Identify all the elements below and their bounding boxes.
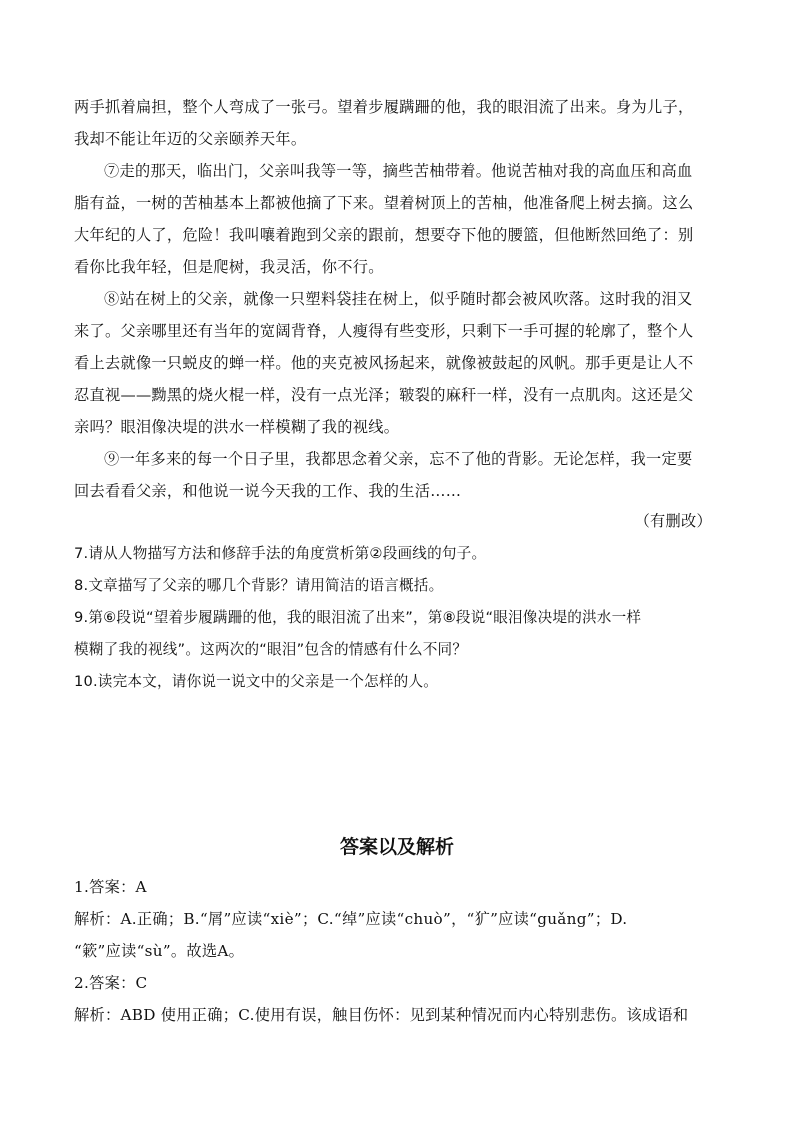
passage-line: ⑨一年多来的每一个日子里，我都思念着父亲，忘不了他的背影。无论怎样，我一定要 — [104, 450, 693, 468]
passage-line: ⑦走的那天，临出门，父亲叫我等一等，摘些苦柚带着。他说苦柚对我的高血压和高血 — [104, 162, 693, 180]
question-line: 10.读完本文，请你说一说文中的父亲是一个怎样的人。 — [74, 673, 439, 690]
passage-line: 看上去就像一只蜕皮的蝉一样。他的夹克被风扬起来，就像被鼓起的风帆。那手更是让人不 — [74, 354, 694, 372]
question-line: 8.文章描写了父亲的哪几个背影？请用简洁的语言概括。 — [74, 577, 444, 594]
passage-line: 来了。父亲哪里还有当年的宽阔背脊，人瘦得有些变形，只剩下一手可握的轮廓了，整个人 — [74, 322, 694, 340]
passage-line: 脂有益，一树的苦柚基本上都被他摘了下来。望着树顶上的苦柚，他准备爬上树去摘。这么 — [74, 194, 694, 212]
passage-line: 大年纪的人了，危险！我叫嚷着跑到父亲的跟前，想要夺下他的腰篮，但他断然回绝了：别 — [74, 226, 694, 244]
revision-note: （有删改） — [634, 512, 712, 530]
passage-line: 两手抓着扁担，整个人弯成了一张弓。望着步履蹒跚的他，我的眼泪流了出来。身为儿子， — [74, 98, 694, 116]
answer-line: “簌”应读“sù”。故选A。 — [74, 942, 245, 960]
passage-line: 忍直视——黝黑的烧火棍一样，没有一点光泽；皲裂的麻秆一样，没有一点肌肉。这还是父 — [74, 386, 694, 404]
question-line: 7.请从人物描写方法和修辞手法的角度赏析第②段画线的句子。 — [74, 545, 487, 562]
passage-line: 看你比我年轻，但是爬树，我灵活，你不行。 — [74, 258, 384, 276]
question-line: 9.第⑥段说“望着步履蹒跚的他，我的眼泪流了出来”，第⑧段说“眼泪像决堤的洪水一样 — [74, 609, 642, 626]
question-line: 模糊了我的视线”。这两次的“眼泪”包含的情感有什么不同？ — [74, 641, 468, 658]
answer-line: 1.答案：A — [74, 878, 147, 896]
answer-line: 解析：A.正确；B.“屑”应读“xiè”；C.“绰”应读“chuò”，“犷”应读“guǎng”；D. — [74, 910, 628, 928]
passage-line: ⑧站在树上的父亲，就像一只塑料袋挂在树上，似乎随时都会被风吹落。这时我的泪又 — [104, 290, 693, 308]
passage-line: 亲吗？眼泪像决堤的洪水一样模糊了我的视线。 — [74, 418, 400, 436]
answer-line: 2.答案：C — [74, 974, 148, 992]
answer-line: 解析：ABD 使用正确；C.使用有误，触目伤怀：见到某种情况而内心特别悲伤。该成语和 — [74, 1006, 689, 1024]
passage-line: 回去看看父亲，和他说一说今天我的工作、我的生活…… — [74, 482, 462, 500]
answers-title: 答案以及解析 — [339, 836, 454, 858]
passage-line: 我却不能让年迈的父亲颐养天年。 — [74, 130, 307, 148]
